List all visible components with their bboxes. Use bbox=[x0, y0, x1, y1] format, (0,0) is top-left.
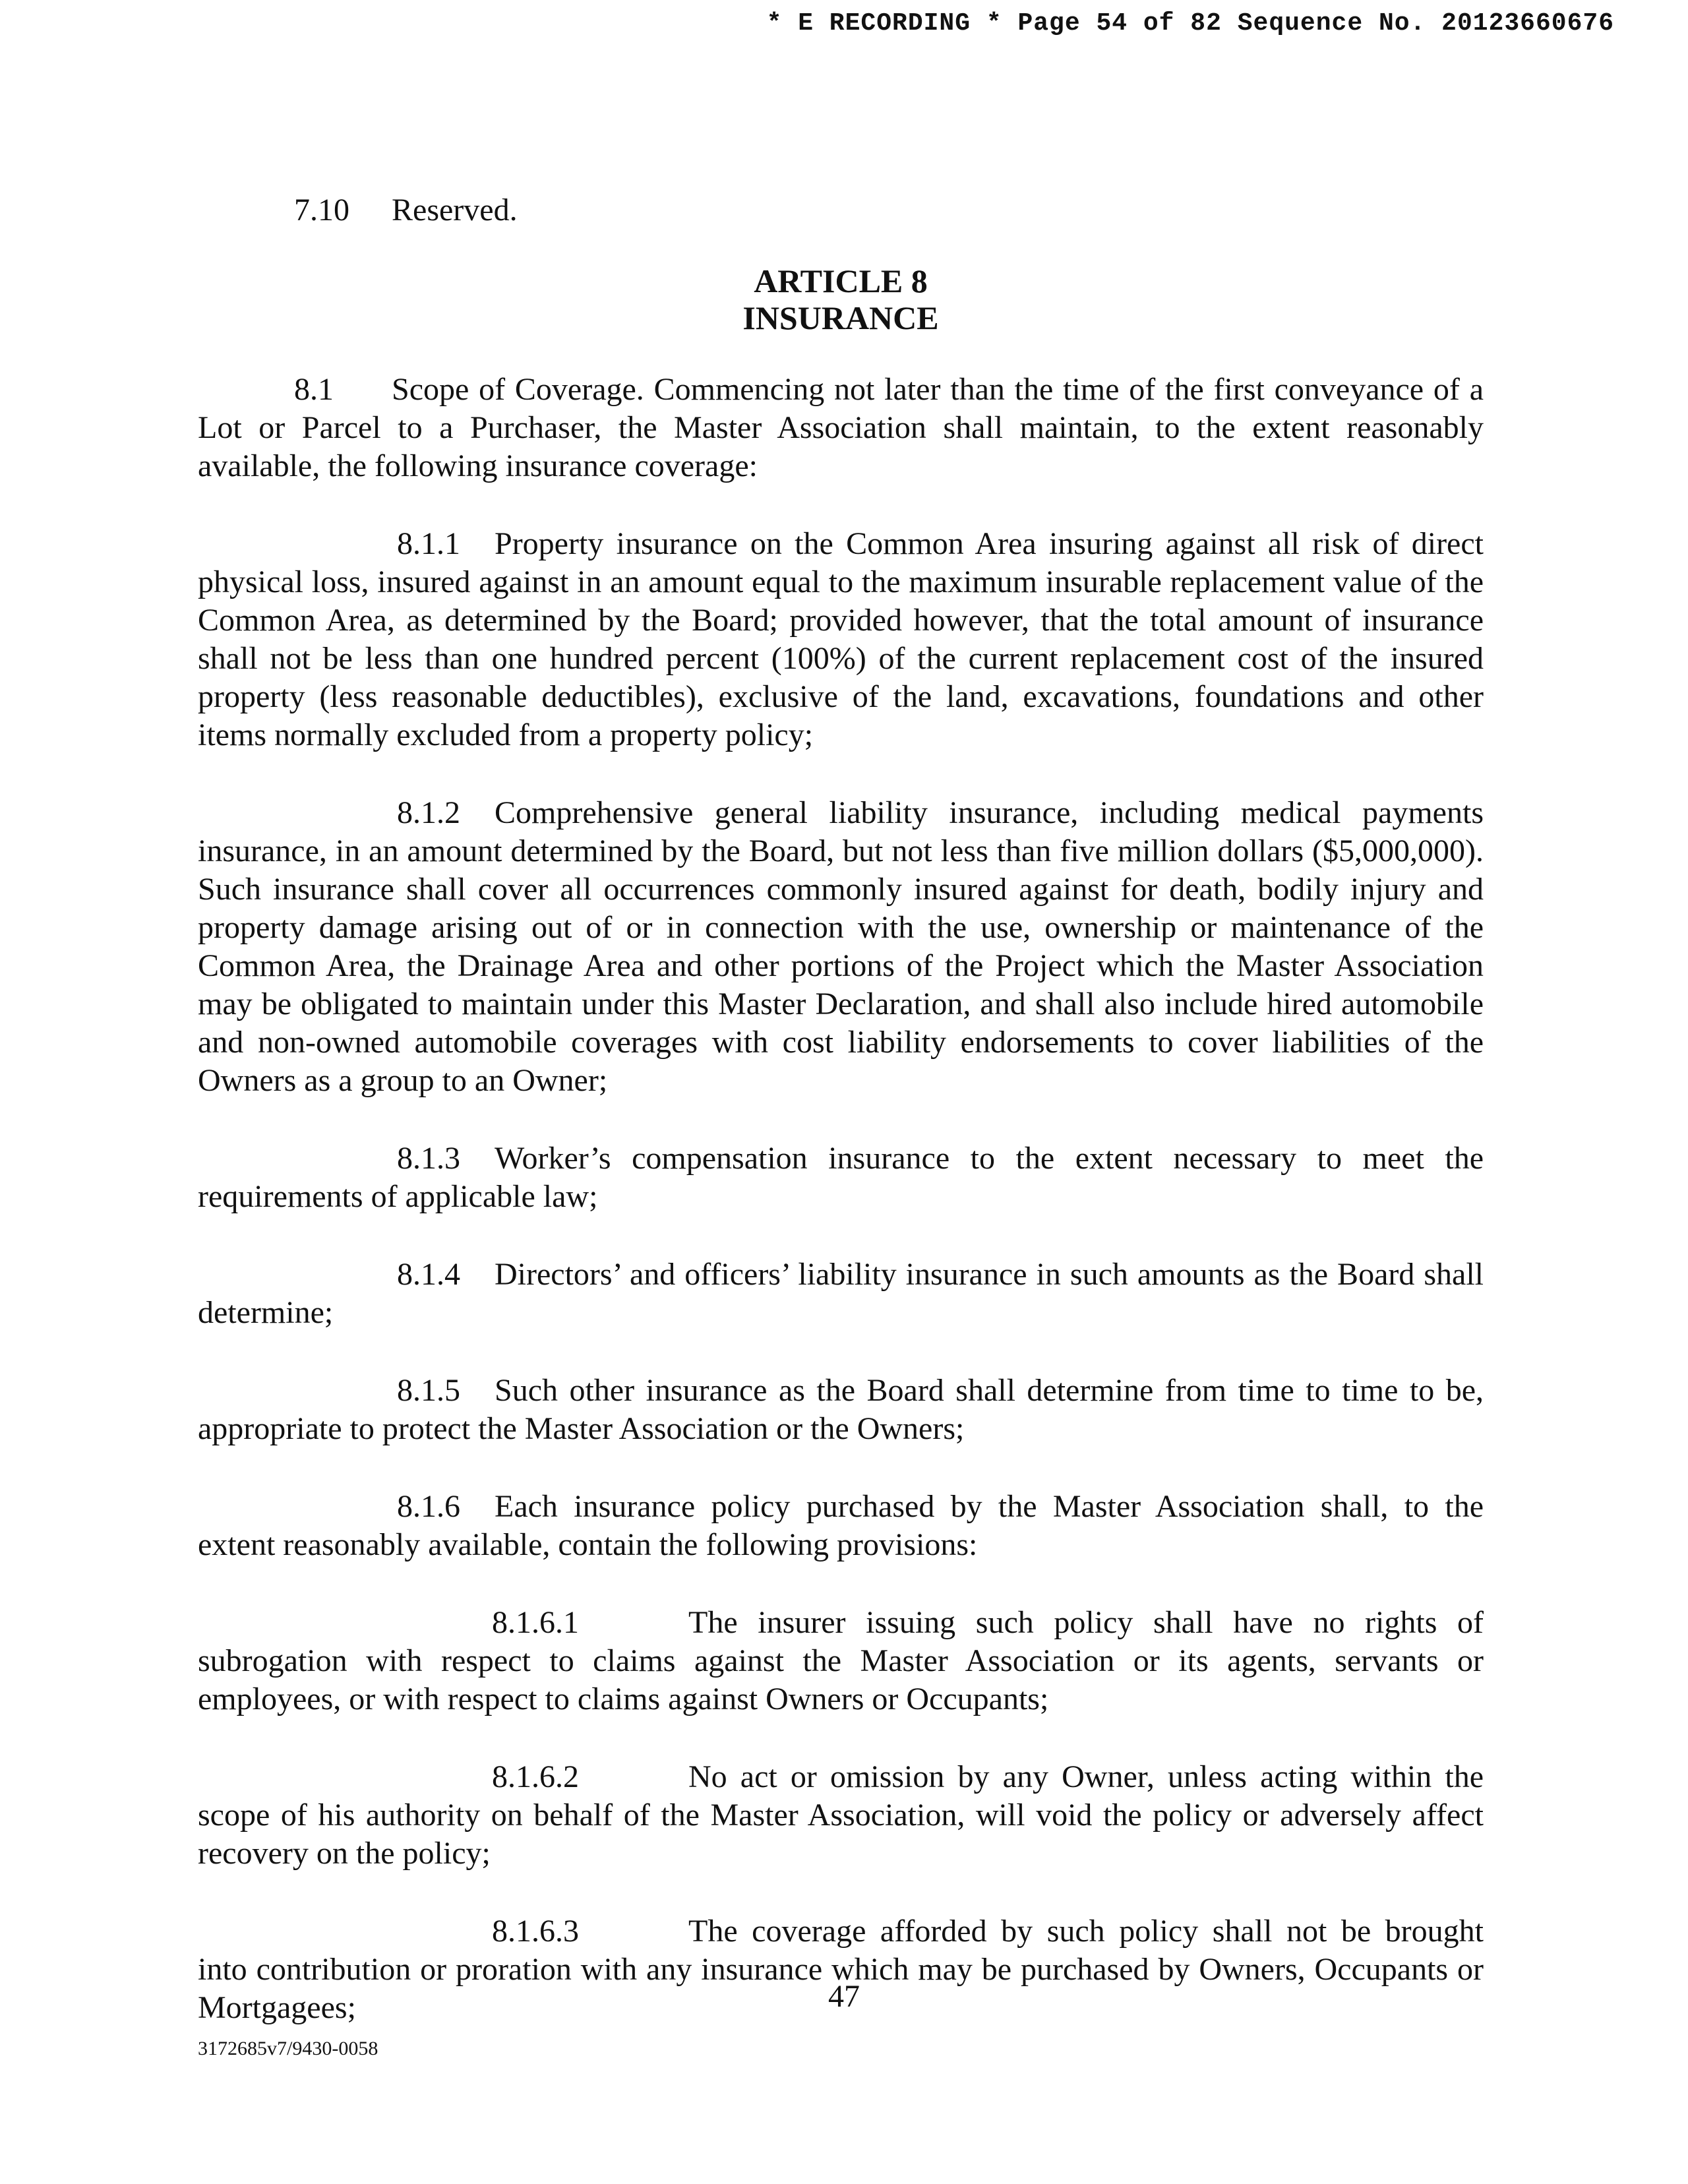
paragraph-8-1-1 bbox=[198, 525, 1484, 754]
paragraph-text: Such other insurance as the Board shall determine from time to time to be, appropriate to protect the Master Association or the Owners; bbox=[198, 1373, 1484, 1446]
paragraph-text: The coverage afforded by such policy shall not be brought into contribution or proration with any insurance which may be purchased by Owners, Occupants or Mortgagees; bbox=[198, 1914, 1484, 2025]
paragraph-number: 8.1.1 bbox=[397, 526, 460, 561]
paragraph-8-1-5 bbox=[198, 1372, 1484, 1448]
paragraph-text: Property insurance on the Common Area insuring against all risk of direct physical loss, insured against in an amount equal to the maximum insurable replacement value of the Common Area, as determined by the Board; provided however, that the total amount of insurance shall not be less than one hundred percent (100%) of the current replacement cost of the insured property (less reasonable deductibles), exclusive of the land, excavations, foundations and other items normally excluded from a property policy; bbox=[198, 526, 1484, 752]
article-heading bbox=[198, 262, 1484, 336]
document-body bbox=[198, 191, 1484, 2027]
paragraph-number: 8.1 bbox=[294, 372, 334, 407]
paragraph-number: 8.1.3 bbox=[397, 1141, 460, 1176]
paragraph-8-1-3 bbox=[198, 1139, 1484, 1216]
paragraph-8-1-6 bbox=[198, 1488, 1484, 1564]
paragraph-8-1-2 bbox=[198, 794, 1484, 1100]
paragraph-number: 8.1.6 bbox=[397, 1489, 460, 1524]
paragraph-text: The insurer issuing such policy shall have no rights of subrogation with respect to claims against the Master Association or its agents, servants or employees, or with respect to claims against Owners or Occupants; bbox=[198, 1605, 1484, 1716]
paragraph-text: No act or omission by any Owner, unless acting within the scope of his authority on behalf of the Master Association, will void the policy or adversely affect recovery on the policy; bbox=[198, 1759, 1484, 1871]
paragraph-text: Worker’s compensation insurance to the extent necessary to meet the requirements of applicable law; bbox=[198, 1141, 1484, 1214]
paragraph-number: 8.1.5 bbox=[397, 1373, 460, 1408]
paragraph-text: Scope of Coverage. Commencing not later than the time of the first conveyance of a Lot or Parcel to a Purchaser, the Master Association shall maintain, to the extent reasonably available, the following insurance coverage: bbox=[198, 372, 1484, 483]
paragraph-8-1 bbox=[198, 371, 1484, 485]
paragraph-text: Each insurance policy purchased by the Master Association shall, to the extent reasonably available, contain the following provisions: bbox=[198, 1489, 1484, 1562]
section-number: 7.10 bbox=[294, 193, 349, 228]
paragraph-number: 8.1.6.1 bbox=[492, 1605, 579, 1640]
paragraph-number: 8.1.6.3 bbox=[492, 1914, 579, 1949]
paragraph-text: Directors’ and officers’ liability insurance in such amounts as the Board shall determine; bbox=[198, 1257, 1484, 1330]
paragraph-8-1-6-1 bbox=[198, 1604, 1484, 1718]
paragraph-number: 8.1.2 bbox=[397, 795, 460, 830]
paragraph-number: 8.1.4 bbox=[397, 1257, 460, 1292]
article-title: ARTICLE 8 bbox=[754, 262, 928, 299]
page-number: 47 bbox=[828, 1979, 860, 2014]
document-id: 3172685v7/9430-0058 bbox=[198, 2038, 378, 2059]
paragraph-number: 8.1.6.2 bbox=[492, 1759, 579, 1794]
paragraph-text: Comprehensive general liability insurance, including medical payments insurance, in an amount determined by the Board, but not less than five million dollars ($5,000,000). Such insurance shall cover all occurrences commonly insured against for death, bodily injury and property damage arising out of or in connection with the use, ownership or maintenance of the Common Area, the Drainage Area and other portions of the Project which the Master Association may be obligated to maintain under this Master Declaration, and shall also include hired automobile and non-owned automobile coverages with cost liability endorsements to cover liabilities of the Owners as a group to an Owner; bbox=[198, 795, 1484, 1098]
paragraph-8-1-6-2 bbox=[198, 1758, 1484, 1873]
recording-stamp: * E RECORDING * Page 54 of 82 Sequence No. 20123660676 bbox=[766, 9, 1614, 38]
section-7-10 bbox=[294, 191, 1484, 229]
article-subtitle: INSURANCE bbox=[742, 299, 939, 336]
paragraph-8-1-4 bbox=[198, 1256, 1484, 1332]
section-text: Reserved. bbox=[392, 193, 518, 228]
